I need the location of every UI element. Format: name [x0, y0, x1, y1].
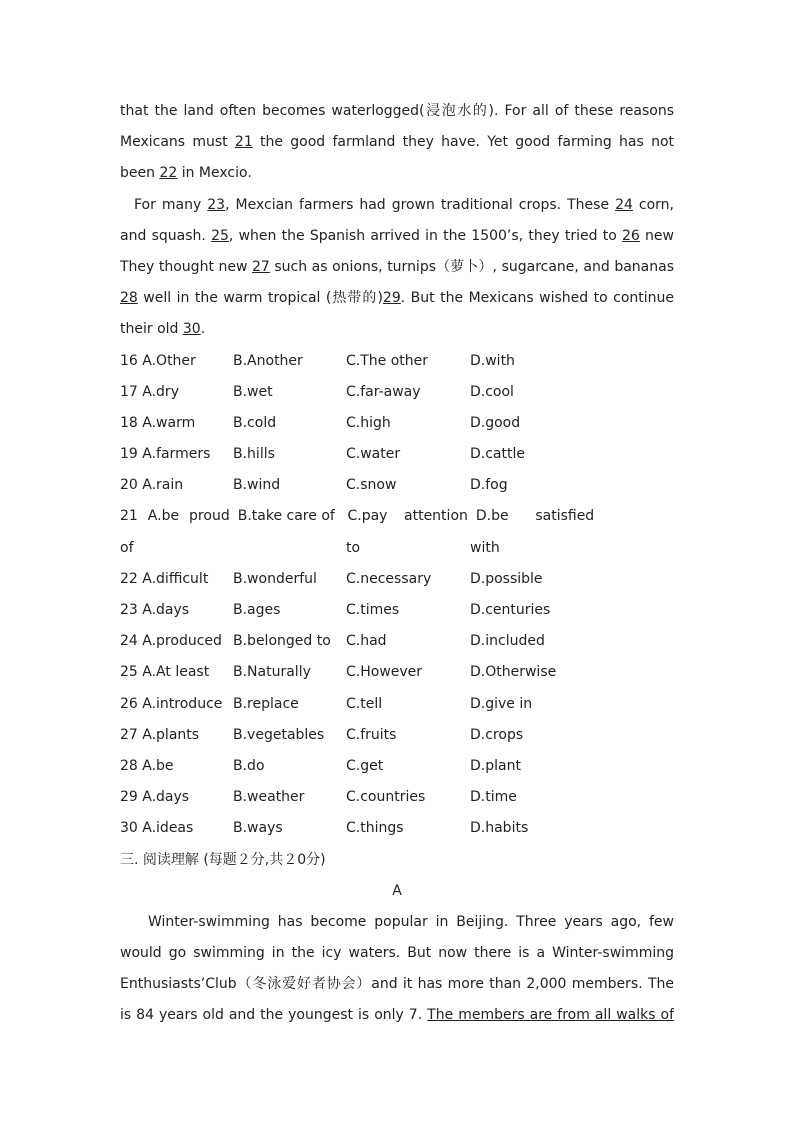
- passage-line: Mexicans must 21 the good farmland they have. Yet good farming has not: [120, 134, 674, 151]
- passage-label: A: [392, 882, 402, 899]
- option-row-21-cont: of to with: [120, 539, 500, 556]
- blank-23: 23: [207, 196, 226, 213]
- option-row-20: 20 A.rain B.wind C.snow D.fog: [120, 477, 508, 494]
- passage-line: and squash. 25, when the Spanish arrived in the 1500’s, they tried to 26 new: [120, 227, 674, 244]
- blank-21: 21: [234, 134, 253, 151]
- blank-28: 28: [120, 290, 138, 307]
- blank-27: 27: [252, 258, 270, 275]
- option-row-25: 25 A.At least B.Naturally C.However D.Otherwise: [120, 664, 557, 681]
- blank-22: 22: [159, 165, 178, 182]
- blank-25: 25: [211, 227, 229, 244]
- option-row-19: 19 A.farmers B.hills C.water D.cattle: [120, 446, 525, 463]
- option-row-26: 26 A.introduce B.replace C.tell D.give in: [120, 695, 533, 712]
- passage-line: would go swimming in the icy waters. But now there is a Winter-swimming: [120, 945, 674, 962]
- passage-line: been 22 in Mexcio.: [120, 165, 252, 182]
- blank-26: 26: [622, 227, 640, 244]
- option-row-22: 22 A.difficult B.wonderful C.necessary D.possible: [120, 570, 543, 587]
- option-row-16: 16 A.Other B.Another C.The other D.with: [120, 352, 515, 369]
- passage-line: They thought new 27 such as onions, turnips（萝卜）, sugarcane, and bananas: [120, 258, 674, 275]
- option-row-18: 18 A.warm B.cold C.high D.good: [120, 414, 521, 431]
- blank-30: 30: [182, 321, 201, 338]
- option-row-29: 29 A.days B.weather C.countries D.time: [120, 789, 517, 806]
- passage-line: For many 23, Mexcian farmers had grown traditional crops. These 24 corn,: [134, 196, 674, 213]
- section-heading: 三. 阅读理解 (每题２分,共２0分): [120, 851, 326, 868]
- blank-24: 24: [615, 196, 633, 213]
- option-row-17: 17 A.dry B.wet C.far-away D.cool: [120, 383, 514, 400]
- option-row-27: 27 A.plants B.vegetables C.fruits D.crops: [120, 726, 524, 743]
- passage-line: 28 well in the warm tropical (热带的)29. But the Mexicans wished to continue: [120, 290, 674, 307]
- document-page: [120, 96, 674, 1032]
- passage-line: is 84 years old and the youngest is only 7. The members are from all walks of: [120, 1000, 674, 1031]
- passage-line: Enthusiasts’Club（冬泳爱好者协会）and it has more than 2,000 members. The: [120, 976, 674, 993]
- option-row-30: 30 A.ideas B.ways C.things D.habits: [120, 820, 529, 837]
- passage-line: Winter-swimming has become popular in Beijing. Three years ago, few: [148, 913, 674, 930]
- blank-29: 29: [382, 290, 401, 307]
- underlined-sentence: The members are from all walks of: [427, 1007, 674, 1024]
- passage-line: their old 30.: [120, 321, 206, 338]
- option-row-23: 23 A.days B.ages C.times D.centuries: [120, 602, 551, 618]
- option-row-24: 24 A.produced B.belonged to C.had D.included: [120, 633, 545, 650]
- passage-line: that the land often becomes waterlogged(浸泡水的). For all of these reasons: [120, 103, 674, 119]
- option-row-21: 21 A.be proud B.take care of C.pay attention D.be satisfied: [120, 508, 595, 525]
- option-row-28: 28 A.be B.do C.get D.plant: [120, 757, 521, 774]
